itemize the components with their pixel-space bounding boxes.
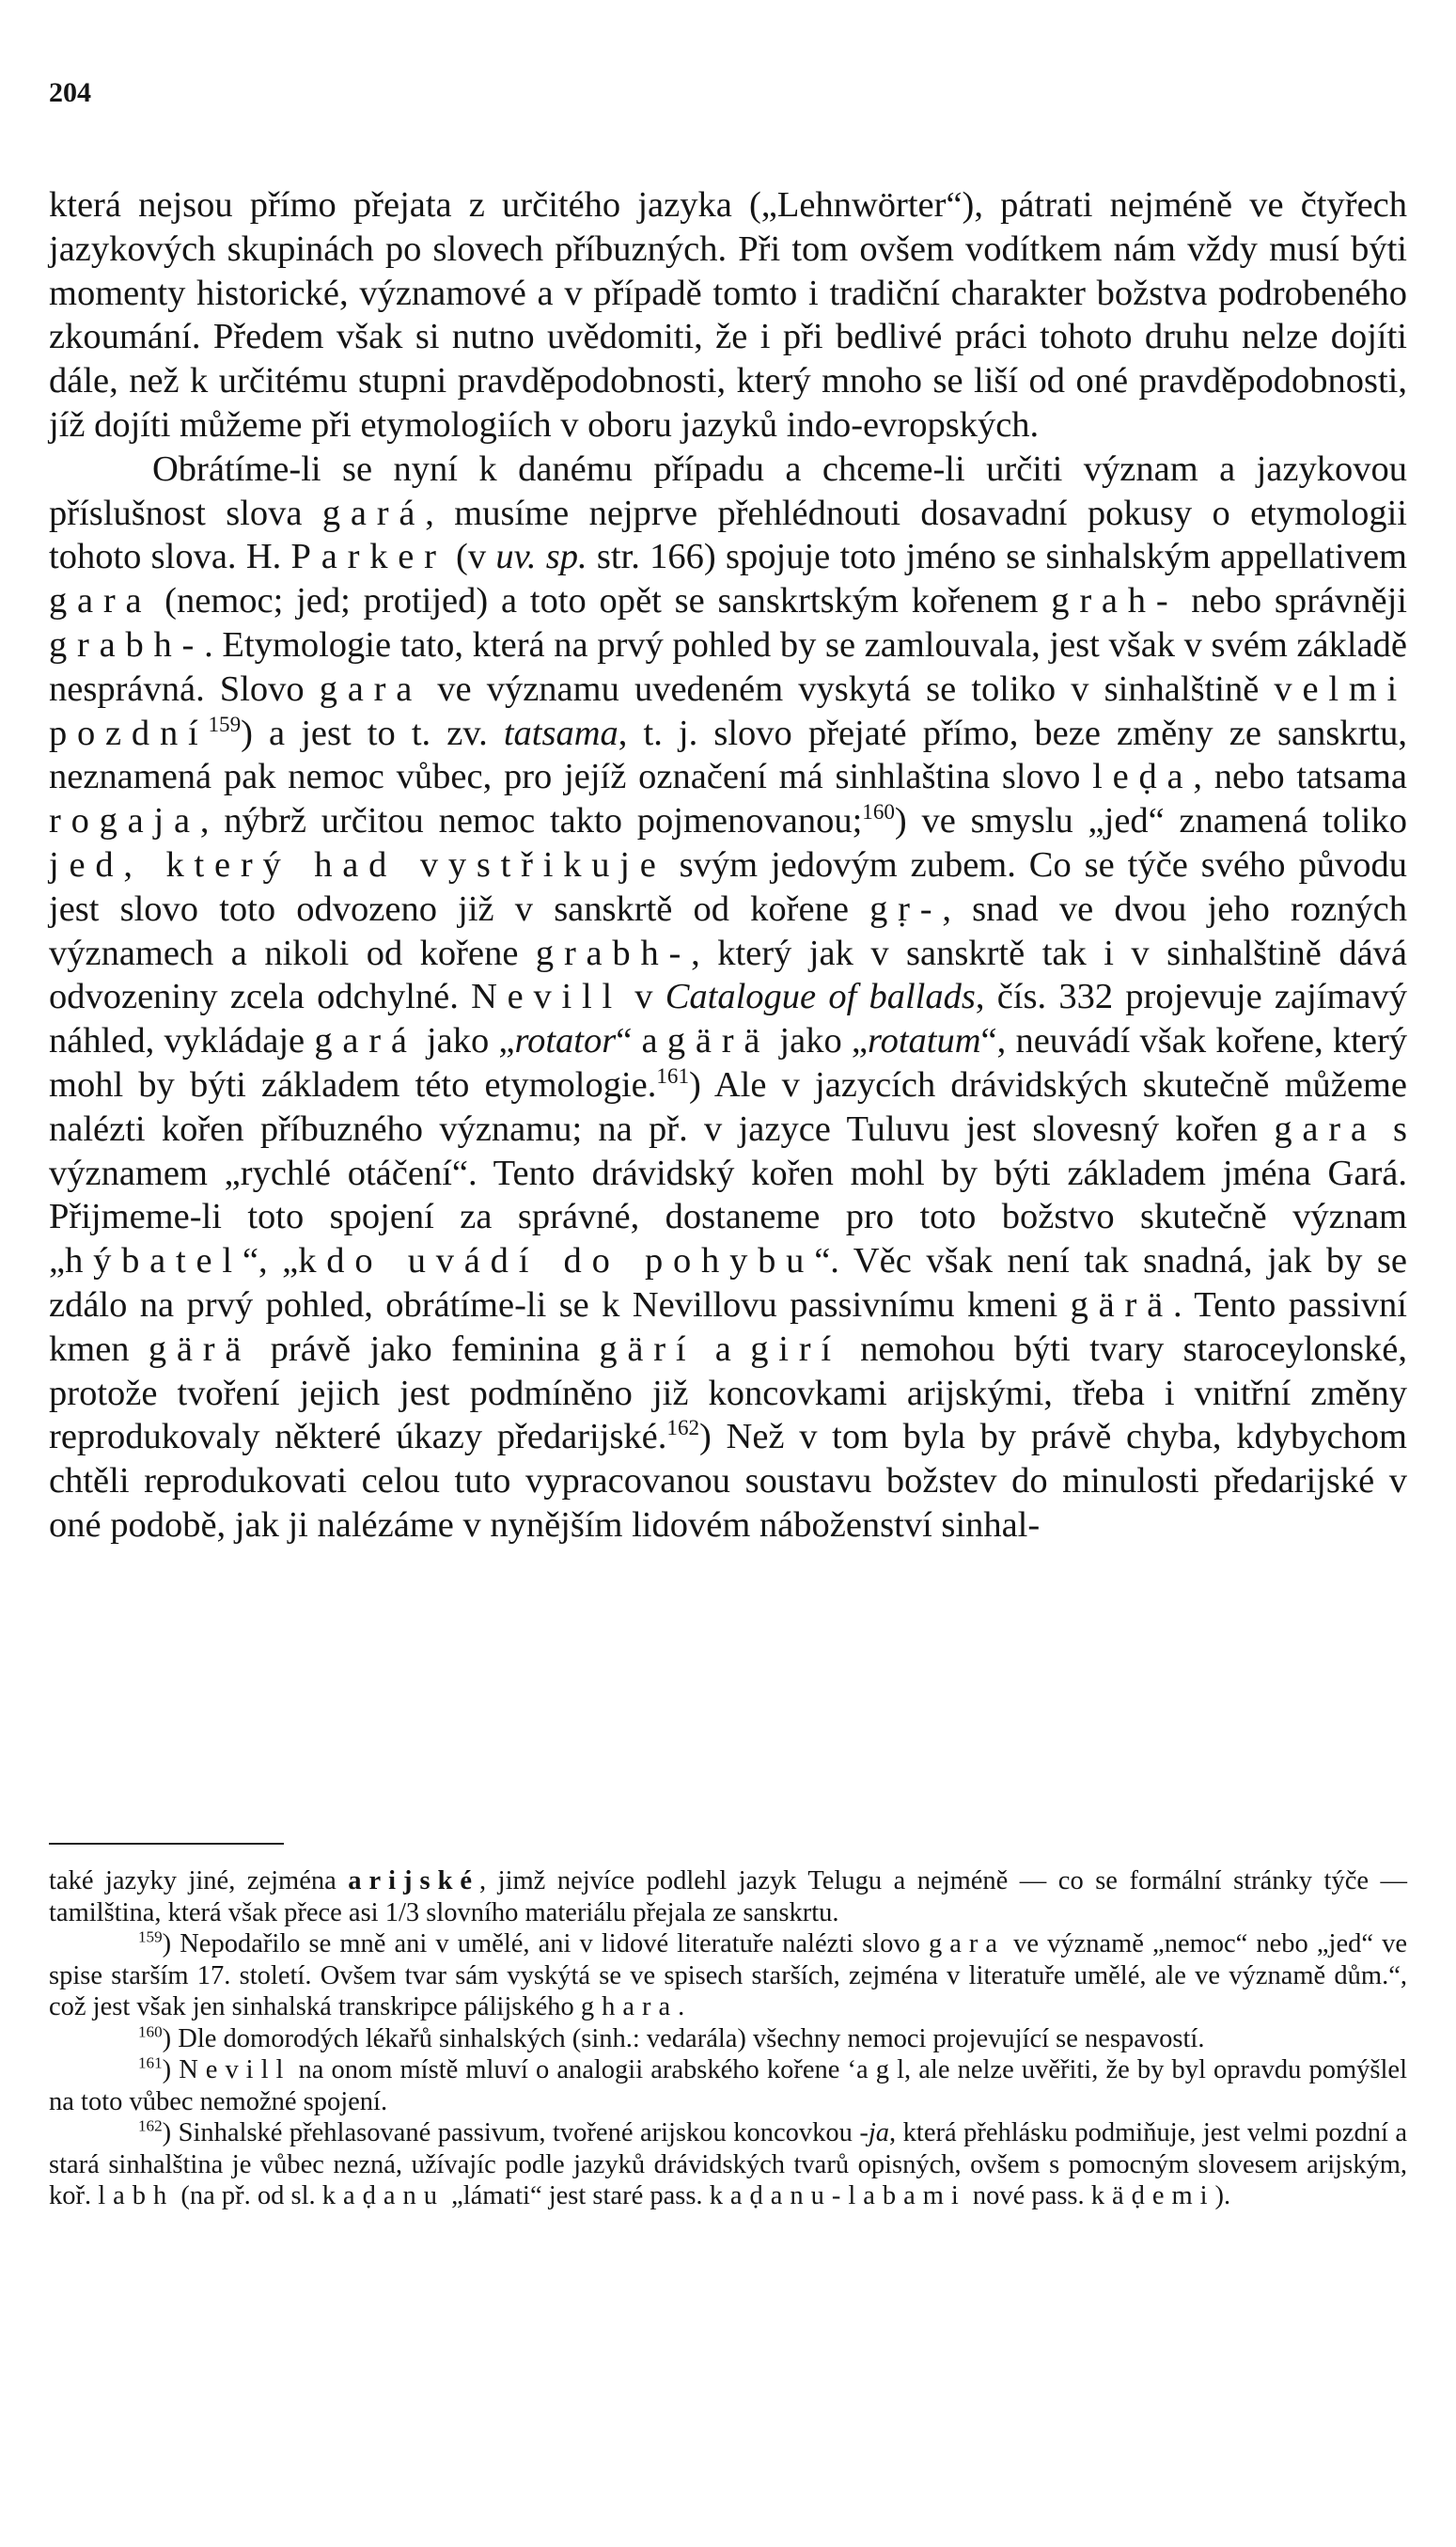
italic-term: rotatum	[868, 1021, 981, 1061]
text-run: str. 166) spojuje toto jméno se sinhalským appellativem	[587, 537, 1407, 577]
text-run: a	[696, 1329, 751, 1369]
spaced-term: gara	[319, 668, 423, 709]
italic-term: -ja	[859, 2118, 890, 2147]
spaced-term: velmi pozdní	[49, 668, 1407, 753]
text-run: , jimž nejvíce podlehl jazyk Telugu a nejméně — co se formální stránky týče — tamilština, která však přece asi	[49, 1866, 1407, 1927]
text-run: ) Než v tom byla by právě chyba, kdybychom chtěli reprodukovati celou tuto vypracovanou soustavu božstev do minulosti předarijské v oné podobě, jak ji nalézáme v nynějším lidovém náboženství sinhal-	[49, 1417, 1407, 1545]
text-run: ) Dle domorodých lékařů sinhalských (sinh.: vedarála) všechny nemoci projevující se nespavostí.	[162, 2023, 1205, 2053]
text-run: ).	[1214, 2181, 1231, 2210]
spaced-term: rogaja	[49, 801, 200, 841]
text-run: . Tento passivní kmen	[49, 1284, 1407, 1369]
footnote-number: 161	[138, 2053, 163, 2072]
spaced-term: gara	[929, 1929, 1005, 1958]
spaced-term: gärí	[599, 1329, 697, 1369]
page-number: 204	[49, 77, 91, 108]
italic-term: tatsama	[503, 713, 618, 753]
footnotes	[49, 1865, 1407, 2212]
fraction: 1/3	[384, 1897, 420, 1927]
spaced-term: kaḍanu-labami	[709, 2181, 966, 2210]
footnote-continuation	[49, 1865, 1407, 1928]
footnote-161	[49, 2054, 1407, 2117]
paragraph: která nejsou přímo přejata z určitého jazyka („Lehnwörter“), pátrati nejméně ve čtyřech jazykových skupinách po slovech příbuzných. Při tom ovšem vodítkem nám vždy musí býti momenty historické, významové a v případě tomto i tradiční charakter božstva podrobeného zkoumání. Předem však si nutno uvědomiti, že i při bedlivé práci tohoto druhu nelze dojíti dále, než k určitému stupni pravděpodobnosti, který mnoho se liší od oné pravděpodobnosti, jíž dojíti můžeme při etymologiích v oboru jazyků indo-evropských.	[49, 185, 1407, 445]
text-run: ) Ale v jazycích drávidských skutečně můžeme nalézti kořen příbuzného významu; na př. v jazyce Tuluvu jest slovesný kořen	[49, 1064, 1407, 1149]
text-run: (nemoc; jed; protijed) a toto opět se sanskrtským kořenem	[151, 581, 1052, 621]
text-run: “ a	[616, 1021, 667, 1061]
spaced-term: grabh-	[535, 933, 692, 973]
text-run: , snad ve dvou jeho rozných významech a nikoli od kořene	[49, 888, 1407, 973]
footnote-162	[49, 2117, 1407, 2212]
text-run: ) ve smyslu „jed“ znamená toliko	[894, 801, 1407, 841]
footnote-ref: 159	[208, 711, 242, 736]
paragraph	[49, 448, 1407, 1548]
text-run: nebo správněji	[1178, 581, 1407, 621]
text-run: v	[622, 977, 665, 1017]
text-run: , t. j. slovo přejaté přímo, beze změny ze sanskrtu, neznamená pak nemoc vůbec, pro jejíž označení má sinhlaština slovo	[49, 713, 1407, 797]
text-run: nemohou býti tvary staroceylonské, protože tvoření jejich jest podmíněno již koncovkami arijskými, třeba i vnitřní změny reprodukovaly některé úkazy předarijské.	[49, 1329, 1407, 1457]
text-run: , musíme nejprve přehlédnouti dosavadní pokusy o etymologii tohoto slova. H.	[49, 493, 1407, 577]
spaced-term: hýbatel	[65, 1241, 243, 1281]
text-run: Obrátíme-li se nyní k danému případu a chceme-li určiti význam a jazykovou příslušnost slova	[49, 448, 1407, 533]
text-run: ) a jest to t. zv.	[241, 713, 504, 753]
text-run: “, neuvádí však kořene, který mohl by býti základem této etymologie.	[49, 1021, 1408, 1105]
text-run: jako „	[770, 1021, 869, 1061]
footnote-ref: 161	[656, 1063, 690, 1089]
text-run: ) Nepodařilo se mně ani v umělé, ani v lidové literatuře nalézti slovo	[162, 1929, 930, 1958]
spaced-term: gara	[1274, 1108, 1377, 1149]
text-run: “. Věc však není tak snadná, jak by se zdálo na prvý pohled, obrátíme-li se k Nevillovu passivnímu kmeni	[49, 1241, 1407, 1325]
text-run: )	[162, 2055, 180, 2084]
text-run: „lámati“ jest staré pass.	[444, 2181, 710, 2210]
text-run: , která přehlásku podmiňuje, jest velmi pozdní a stará sinhalština je vůbec nezná, užívajíc podle jazyků drávidských tvarů opisných, ovšem s pomocným slovesem arijským, koř.	[49, 2118, 1407, 2210]
spaced-term: grah-	[1051, 581, 1179, 621]
text-run: ve významě „nemoc“ nebo „jed“ ve spise starším 17. století. Ovšem tvar sám vyskýtá se ve spisech starších, zejména v literatuře umělé, ale ve významě dům.“, což jest však jen sinhalská transkripce pálijského	[49, 1929, 1407, 2021]
italic-term: uv. sp.	[495, 537, 587, 577]
spaced-term: kaḍanu	[321, 2181, 445, 2210]
spaced-term: gará	[321, 493, 426, 533]
spaced-term: leḍa	[1092, 757, 1194, 797]
spaced-term: kdo uvádí do pohybu	[298, 1241, 815, 1281]
footnote-159	[49, 1928, 1407, 2023]
spaced-term: gará	[314, 1021, 417, 1061]
text-run: , který jak v sanskrtě tak i v sinhalštině dává odvozeniny zcela odchylné.	[49, 933, 1407, 1017]
spaced-term: gärä	[148, 1329, 252, 1369]
footnote-divider	[49, 1843, 284, 1845]
footnote-160	[49, 2023, 1407, 2055]
spaced-term: gärä	[1070, 1284, 1173, 1325]
spaced-term: gṛ-	[869, 888, 943, 929]
spaced-term: girí	[750, 1329, 841, 1369]
italic-term: rotator	[514, 1021, 617, 1061]
spaced-term: arijské	[348, 1866, 480, 1895]
spaced-term: ghara	[580, 1992, 679, 2021]
footnote-ref: 162	[666, 1415, 700, 1440]
author-name: Nevill	[471, 977, 622, 1017]
text-run: také jazyky jiné, zejména	[49, 1866, 349, 1895]
footnote-ref: 160	[862, 799, 895, 825]
text-run: .	[678, 1992, 685, 2021]
text-run: na onom místě mluví o analogii arabského kořene ‘a g l, ale nelze uvěřiti, že by byl opravdu pomýšlel na toto vůbec nemožné spojení.	[49, 2055, 1407, 2116]
text-run: , nýbrž určitou nemoc takto pojmenovanou;	[199, 801, 863, 841]
main-text	[49, 183, 1407, 1548]
author-name: Nevill	[179, 2055, 291, 2084]
text-run: . Etymologie tato, která na prvý pohled by se zamlouvala, jest však v svém základě nesprávná. Slovo	[49, 624, 1407, 709]
footnote-number: 160	[138, 2022, 163, 2040]
author-name: Parker	[290, 537, 446, 577]
spaced-term: gärä	[666, 1021, 771, 1061]
spaced-term: labh	[98, 2181, 175, 2210]
italic-term: Catalogue of ballads	[665, 977, 976, 1017]
text-run: svým jedovým zubem. Co se týče svého původu jest slovo toto odvozeno již v sanskrtě od kořene	[49, 844, 1407, 929]
text-run: , čís. 332 projevuje zajímavý náhled, vykládaje	[49, 977, 1407, 1061]
footnote-number: 159	[138, 1927, 163, 1946]
text-run: jako „	[416, 1021, 515, 1061]
spaced-term: grabh-	[49, 624, 205, 665]
text-run: s významem „rychlé otáčení“. Tento drávidský kořen mohl by býti základem jména Gará. Přijmeme-li toto spojení za správné, dostaneme pro toto božstvo skutečně význam „	[49, 1108, 1407, 1281]
spaced-term: käḍemi	[1090, 2181, 1215, 2210]
text-run: “, „	[242, 1241, 299, 1281]
text-run: právě jako feminina	[251, 1329, 600, 1369]
text-run: nové pass.	[965, 2181, 1091, 2210]
text-run: , nebo tatsama	[1193, 757, 1407, 797]
spaced-term: jed, který had vystřikuje	[49, 844, 666, 885]
text-run: (v	[446, 537, 496, 577]
text-run: ve významu uvedeném vyskytá se toliko v sinhalštině	[422, 668, 1275, 709]
text-run: slovního materiálu přejala ze sanskrtu.	[419, 1897, 839, 1927]
text-run: ) Sinhalské přehlasované passivum, tvořené arijskou koncovkou	[162, 2118, 860, 2147]
text-run: (na př. od sl.	[174, 2181, 322, 2210]
spaced-term: gara	[49, 581, 152, 621]
footnote-number: 162	[138, 2116, 163, 2135]
